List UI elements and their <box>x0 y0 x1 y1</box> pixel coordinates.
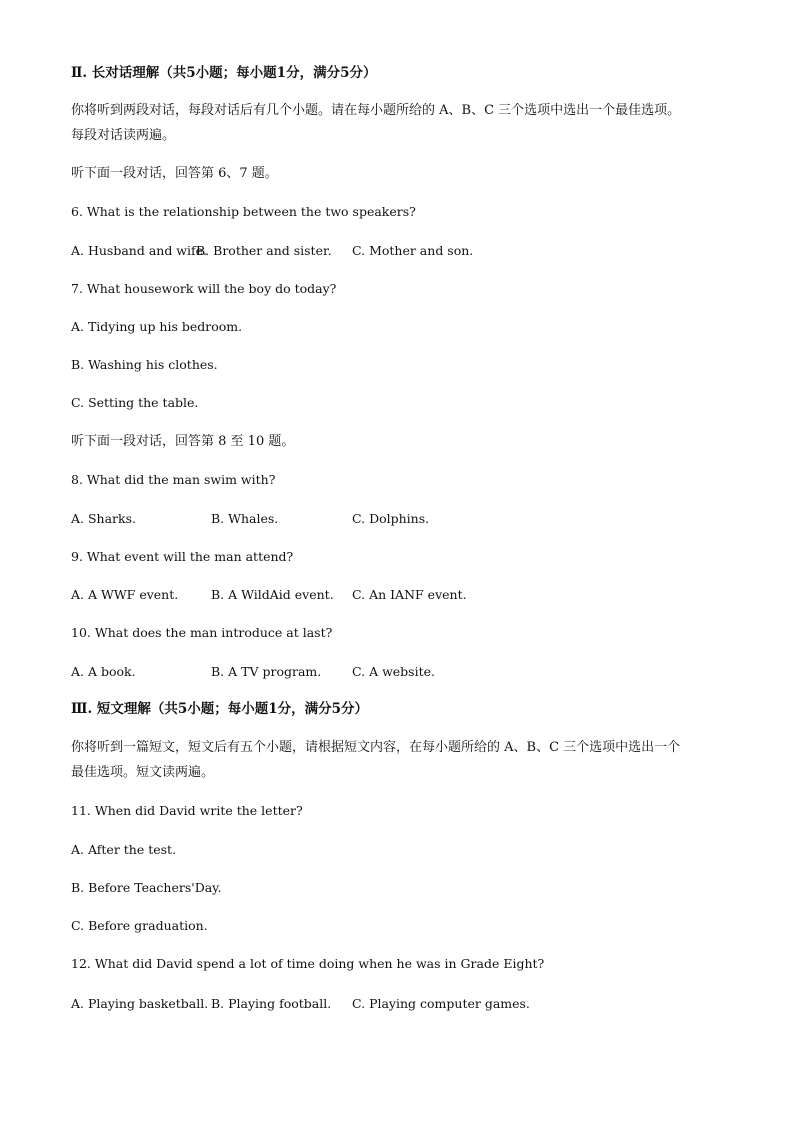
question-7: 7. What housework will the boy do today? <box>71 281 337 296</box>
section2-heading: Ⅱ. 长对话理解（共5小题；每小题1分，满分5分） <box>71 65 377 81</box>
option-b: B. Brother and sister. <box>196 243 332 258</box>
question-6: 6. What is the relationship between the two speakers? <box>71 204 416 219</box>
section3-instruction-line2: 最佳选项。短文读两遍。 <box>71 765 215 780</box>
option-c: C. An IANF event. <box>352 587 467 602</box>
option-c: C. Mother and son. <box>352 243 474 258</box>
option-b: B. A WildAid event. <box>211 587 334 602</box>
option-c: C. Before graduation. <box>71 918 208 933</box>
option-a: A. A WWF event. <box>71 587 179 602</box>
section3-instruction-line1: 你将听到一篇短文，短文后有五个小题，请根据短文内容，在每小题所给的 A、B、C 三个选项中选出一个 <box>71 740 681 755</box>
dialogue2-intro: 听下面一段对话，回答第 8 至 10 题。 <box>71 434 295 449</box>
option-b: B. Whales. <box>211 511 279 526</box>
option-b: B. Washing his clothes. <box>71 357 218 372</box>
option-a: A. Husband and wife. <box>71 243 207 258</box>
section2-instruction-line1: 你将听到两段对话，每段对话后有几个小题。请在每小题所给的 A、B、C 三个选项中选出一个最佳选项。 <box>71 103 681 118</box>
option-a: A. Tidying up his bedroom. <box>71 319 243 334</box>
question-12: 12. What did David spend a lot of time doing when he was in Grade Eight? <box>71 956 545 971</box>
question-10: 10. What does the man introduce at last? <box>71 625 333 640</box>
option-a: A. Sharks. <box>71 511 136 526</box>
option-a: A. After the test. <box>71 842 177 857</box>
question-11: 11. When did David write the letter? <box>71 803 303 818</box>
dialogue1-intro: 听下面一段对话，回答第 6、7 题。 <box>71 166 278 181</box>
option-c: C. Dolphins. <box>352 511 430 526</box>
question-9: 9. What event will the man attend? <box>71 549 294 564</box>
section3-heading: Ⅲ. 短文理解（共5小题；每小题1分，满分5分） <box>71 701 369 717</box>
question-8: 8. What did the man swim with? <box>71 472 276 487</box>
option-a: A. A book. <box>71 664 136 679</box>
option-a: A. Playing basketball. <box>71 996 209 1011</box>
option-c: C. Setting the table. <box>71 395 199 410</box>
option-c: C. Playing computer games. <box>352 996 530 1011</box>
option-b: B. Before Teachers'Day. <box>71 880 222 895</box>
option-c: C. A website. <box>352 664 435 679</box>
option-b: B. A TV program. <box>211 664 322 679</box>
option-b: B. Playing football. <box>211 996 332 1011</box>
section2-instruction-line2: 每段对话读两遍。 <box>71 128 176 143</box>
